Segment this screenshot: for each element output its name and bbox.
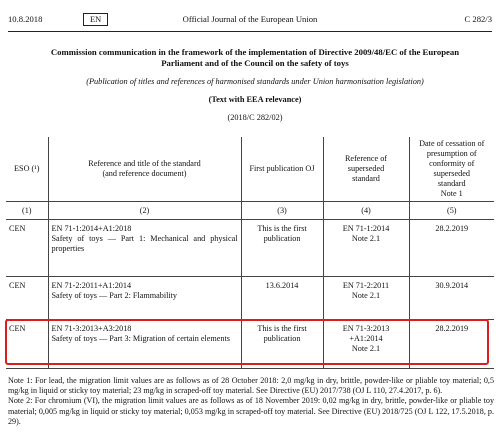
table-header-row [6, 137, 494, 202]
standard-reference: EN 71-2:2011+A1:2014 [51, 281, 132, 290]
superseded-cell: EN 71-3:2013 +A1:2014 Note 2.1 [323, 320, 409, 369]
note-2: Note 2: For chromium (VI), the migration limit values are as follows as of 18 November 2019: 0,02 mg/kg in dry, brittle, powder-like or pliable toy material; 0,005 mg/kg in liquid or sticky toy material; 0,053 mg/kg in scraped-off toy material. See Directive (EU) 2018/725 (OJ L 122, 17.5.2018, p. 29). [8, 396, 494, 426]
header-cessation-date: Date of cessation of presumption of conformity of superseded standard Note 1 [409, 137, 494, 202]
eea-relevance: (Text with EEA relevance) [208, 95, 302, 104]
language-badge: EN [83, 13, 108, 26]
publication-date: 10.8.2018 [8, 14, 43, 24]
column-number: (3) [241, 202, 323, 220]
journal-name: Official Journal of the European Union [182, 14, 318, 24]
header-eso: ESO (¹) [14, 164, 40, 173]
first-publication-cell: 13.6.2014 [241, 277, 323, 320]
header-reference-title: Reference and title of the standard (and reference document) [48, 137, 241, 202]
note-1: Note 1: For lead, the migration limit values are as follows as of 28 October 2018: 2,0 mg/kg in dry, brittle, powder-like or pliable toy material; 0,5 mg/kg in liquid or sticky toy material; 23 mg/kg in scraped-off toy material. See Directive (EU) 2017/738 (OJ L 110, 27.4.2017, p. 6). [8, 376, 494, 396]
standard-title: Safety of toys — Part 1: Mechanical and physical properties [51, 234, 238, 253]
eso-cell: CEN [9, 324, 26, 333]
superseded-cell: EN 71-1:2014 Note 2.1 [323, 220, 409, 277]
column-number: (2) [48, 202, 241, 220]
table-row [6, 277, 494, 320]
first-publication-cell: This is the first publication [241, 220, 323, 277]
eso-cell: CEN [9, 224, 26, 233]
cessation-date-cell: 30.9.2014 [409, 277, 494, 320]
standard-title: Safety of toys — Part 2: Flammability [51, 291, 178, 300]
standard-reference: EN 71-3:2013+A3:2018 [51, 324, 132, 333]
eso-cell: CEN [9, 281, 26, 290]
standard-cell [48, 220, 241, 277]
table-row [6, 320, 494, 369]
column-number: (4) [323, 202, 409, 220]
standard-cell [48, 320, 241, 369]
standard-reference: EN 71-1:2014+A1:2018 [51, 224, 132, 233]
table-row [6, 220, 494, 277]
cessation-date-cell: 28.2.2019 [409, 220, 494, 277]
column-number: (1) [21, 205, 32, 215]
standard-title: Safety of toys — Part 3: Migration of certain elements [51, 334, 230, 343]
standard-cell [48, 277, 241, 320]
cessation-date-cell: 28.2.2019 [409, 320, 494, 369]
column-number-row [6, 202, 494, 220]
column-number: (5) [409, 202, 494, 220]
document-title: Commission communication in the framework of the implementation of Directive 2009/48/EC of the European Parliament and of the Council on the safety of toys [50, 47, 460, 68]
header-first-publication: First publication OJ [241, 137, 323, 202]
page-number: C 282/3 [464, 14, 492, 24]
header-superseded: Reference of superseded standard [323, 137, 409, 202]
document-reference: (2018/C 282/02) [227, 113, 283, 122]
journal-header [8, 13, 492, 27]
document-subtitle: (Publication of titles and references of harmonised standards under Union harmonisation legislation) [86, 77, 424, 86]
notes-section [8, 376, 494, 427]
standards-table [6, 137, 494, 369]
header-divider [8, 31, 492, 32]
first-publication-cell: This is the first publication [241, 320, 323, 369]
superseded-cell: EN 71-2:2011 Note 2.1 [323, 277, 409, 320]
